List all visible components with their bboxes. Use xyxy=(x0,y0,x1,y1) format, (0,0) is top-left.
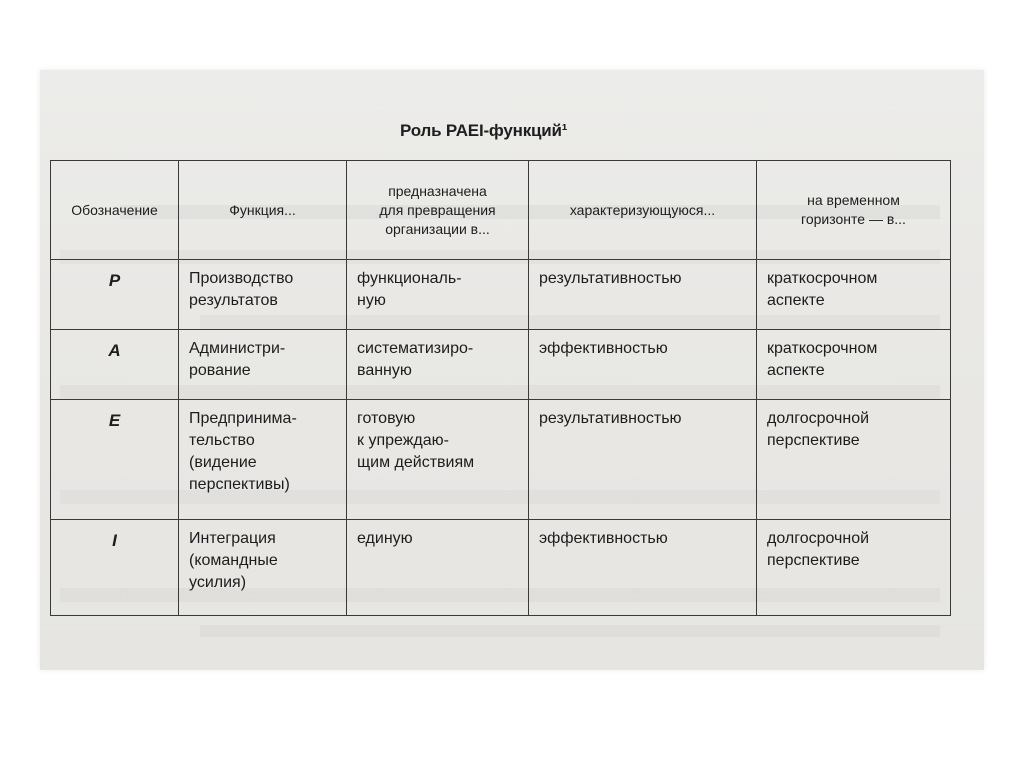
function-cell: Производство результатов xyxy=(179,260,347,330)
horizon-cell: долгосрочной перспективе xyxy=(757,400,951,520)
paei-table xyxy=(50,160,951,616)
horizon-cell: долгосрочной перспективе xyxy=(757,520,951,616)
header-designation: Обозначение xyxy=(51,161,179,260)
function-cell: Интеграция (командные усилия) xyxy=(179,520,347,616)
bleed-through-line xyxy=(200,625,940,637)
table-title: Роль PAEI-функций¹ xyxy=(400,121,568,140)
table-row xyxy=(51,260,951,330)
code-cell: I xyxy=(51,520,179,616)
header-purpose: предназначена для превращения организации в... xyxy=(347,161,529,260)
purpose-cell: единую xyxy=(347,520,529,616)
table-row xyxy=(51,330,951,400)
header-characteristic: характеризующуюся... xyxy=(529,161,757,260)
function-cell: Предпринима- тельство (видение перспективы) xyxy=(179,400,347,520)
code-cell: E xyxy=(51,400,179,520)
characteristic-cell: результативностью xyxy=(529,260,757,330)
code-cell: P xyxy=(51,260,179,330)
characteristic-cell: эффективностью xyxy=(529,520,757,616)
characteristic-cell: результативностью xyxy=(529,400,757,520)
header-horizon: на временном горизонте — в... xyxy=(757,161,951,260)
header-function: Функция... xyxy=(179,161,347,260)
characteristic-cell: эффективностью xyxy=(529,330,757,400)
code-cell: A xyxy=(51,330,179,400)
table-row xyxy=(51,400,951,520)
purpose-cell: систематизиро- ванную xyxy=(347,330,529,400)
purpose-cell: готовую к упреждаю- щим действиям xyxy=(347,400,529,520)
purpose-cell: функциональ- ную xyxy=(347,260,529,330)
horizon-cell: краткосрочном аспекте xyxy=(757,330,951,400)
header-row xyxy=(51,161,951,260)
table-row xyxy=(51,520,951,616)
function-cell: Администри- рование xyxy=(179,330,347,400)
horizon-cell: краткосрочном аспекте xyxy=(757,260,951,330)
